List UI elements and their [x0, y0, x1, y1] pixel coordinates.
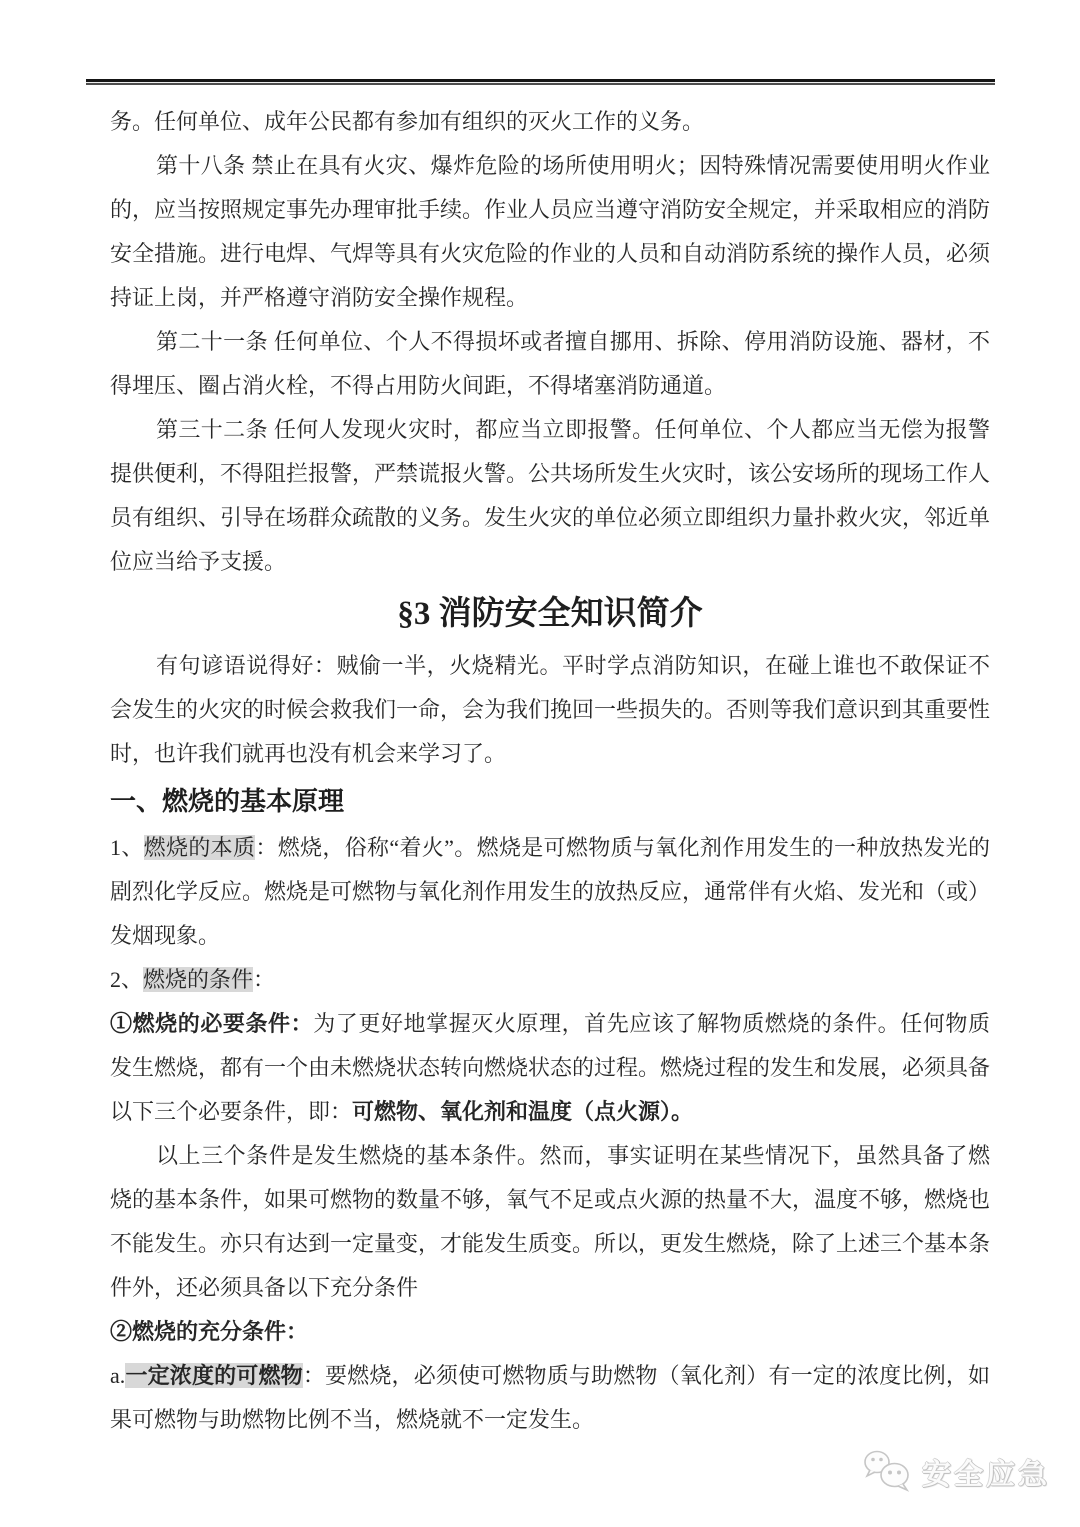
doc-title — [110, 586, 990, 642]
text-run: 1、 — [110, 835, 144, 860]
highlighted-text: 燃烧的条件 — [143, 967, 254, 992]
text-run: 有句谚语说得好：贼偷一半，火烧精光。平时学点消防知识，在碰上谁也不敢保证不会发生的火灾的时候会救我们一命，会为我们挽回一些损失的。否则等我们意识到其重要性时，也许我们就再也没有机会来学习了。 — [110, 653, 991, 766]
header-rule — [86, 79, 995, 85]
text-run: ：燃烧，俗称“着火”。燃烧是可燃物质与氧化剂作用发生的一种放热发光的剧烈化学反应。燃烧是可燃物与氧化剂作用发生的放热反应，通常伴有火焰、发光和（或）发烟现象。 — [110, 835, 991, 948]
text-run: 第十八条 禁止在具有火灾、爆炸危险的场所使用明火；因特殊情况需要使用明火作业的，应当按照规定事先办理审批手续。作业人员应当遵守消防安全规定，并采取相应的消防安全措施。进行电焊、气焊等具有火灾危险的作业的人员和自动消防系统的操作人员，必须持证上岗，并严格遵守消防安全操作规程。 — [110, 153, 991, 310]
watermark-label: 安全应急 — [921, 1459, 1050, 1491]
wechat-icon — [862, 1448, 912, 1497]
paragraph — [110, 826, 990, 958]
highlighted-text: 一定浓度的可燃物 — [125, 1363, 303, 1388]
text-run: 可燃物、氧化剂和温度（点火源）。 — [352, 1099, 694, 1124]
paragraph — [110, 320, 990, 408]
text-run: 2、 — [110, 967, 144, 992]
paragraph — [110, 1134, 990, 1310]
paragraph — [110, 958, 990, 1002]
text-run: a. — [110, 1363, 126, 1388]
paragraph — [110, 1002, 990, 1134]
text-run: 务。任何单位、成年公民都有参加有组织的灭火工作的义务。 — [110, 109, 705, 134]
section-heading — [110, 778, 990, 826]
paragraph — [110, 1354, 990, 1442]
watermark — [862, 1448, 1050, 1497]
paragraph — [110, 644, 990, 776]
paragraph — [110, 100, 990, 144]
text-run: ： — [253, 967, 276, 992]
text-run: 第三十二条 任何人发现火灾时，都应当立即报警。任何单位、个人都应当无偿为报警提供便利，不得阻拦报警，严禁谎报火警。公共场所发生火灾时，该公安场所的现场工作人员有组织、引导在场群众疏散的义务。发生火灾的单位必须立即组织力量扑救火灾，邻近单位应当给予支援。 — [110, 417, 991, 574]
text-run: ：要燃烧，必须使可燃物质与助燃物（氧化剂）有一定的浓度比例，如果可燃物与助燃物比例不当，燃烧就不一定发生。 — [110, 1363, 990, 1432]
text-run: 第二十一条 任何单位、个人不得损坏或者擅自挪用、拆除、停用消防设施、器材，不得埋压、圈占消火栓，不得占用防火间距，不得堵塞消防通道。 — [110, 329, 990, 398]
text-run: 以上三个条件是发生燃烧的基本条件。然而，事实证明在某些情况下，虽然具备了燃烧的基本条件，如果可燃物的数量不够，氧气不足或点火源的热量不大，温度不够，燃烧也不能发生。亦只有达到一定量变，才能发生质变。所以，更发生燃烧，除了上述三个基本条件外，还必须具备以下充分条件 — [110, 1143, 991, 1300]
paragraph — [110, 1310, 990, 1354]
text-run: §3 消防安全知识简介 — [397, 596, 703, 632]
paragraph — [110, 408, 990, 584]
highlighted-text: 燃烧的本质 — [143, 835, 256, 860]
text-run: 一、燃烧的基本原理 — [110, 787, 345, 816]
text-run: ②燃烧的充分条件： — [110, 1319, 309, 1344]
text-run: ①燃烧的必要条件： — [110, 1011, 314, 1036]
paragraph — [110, 144, 990, 320]
text-run: 为了更好地掌握灭火原理，首先应该了解物质燃烧的条件。任何物质发生燃烧，都有一个由未燃烧状态转向燃烧状态的过程。燃烧过程的发生和发展，必须具备以下三个必要条件，即： — [110, 1011, 991, 1124]
document-body — [110, 100, 990, 1442]
